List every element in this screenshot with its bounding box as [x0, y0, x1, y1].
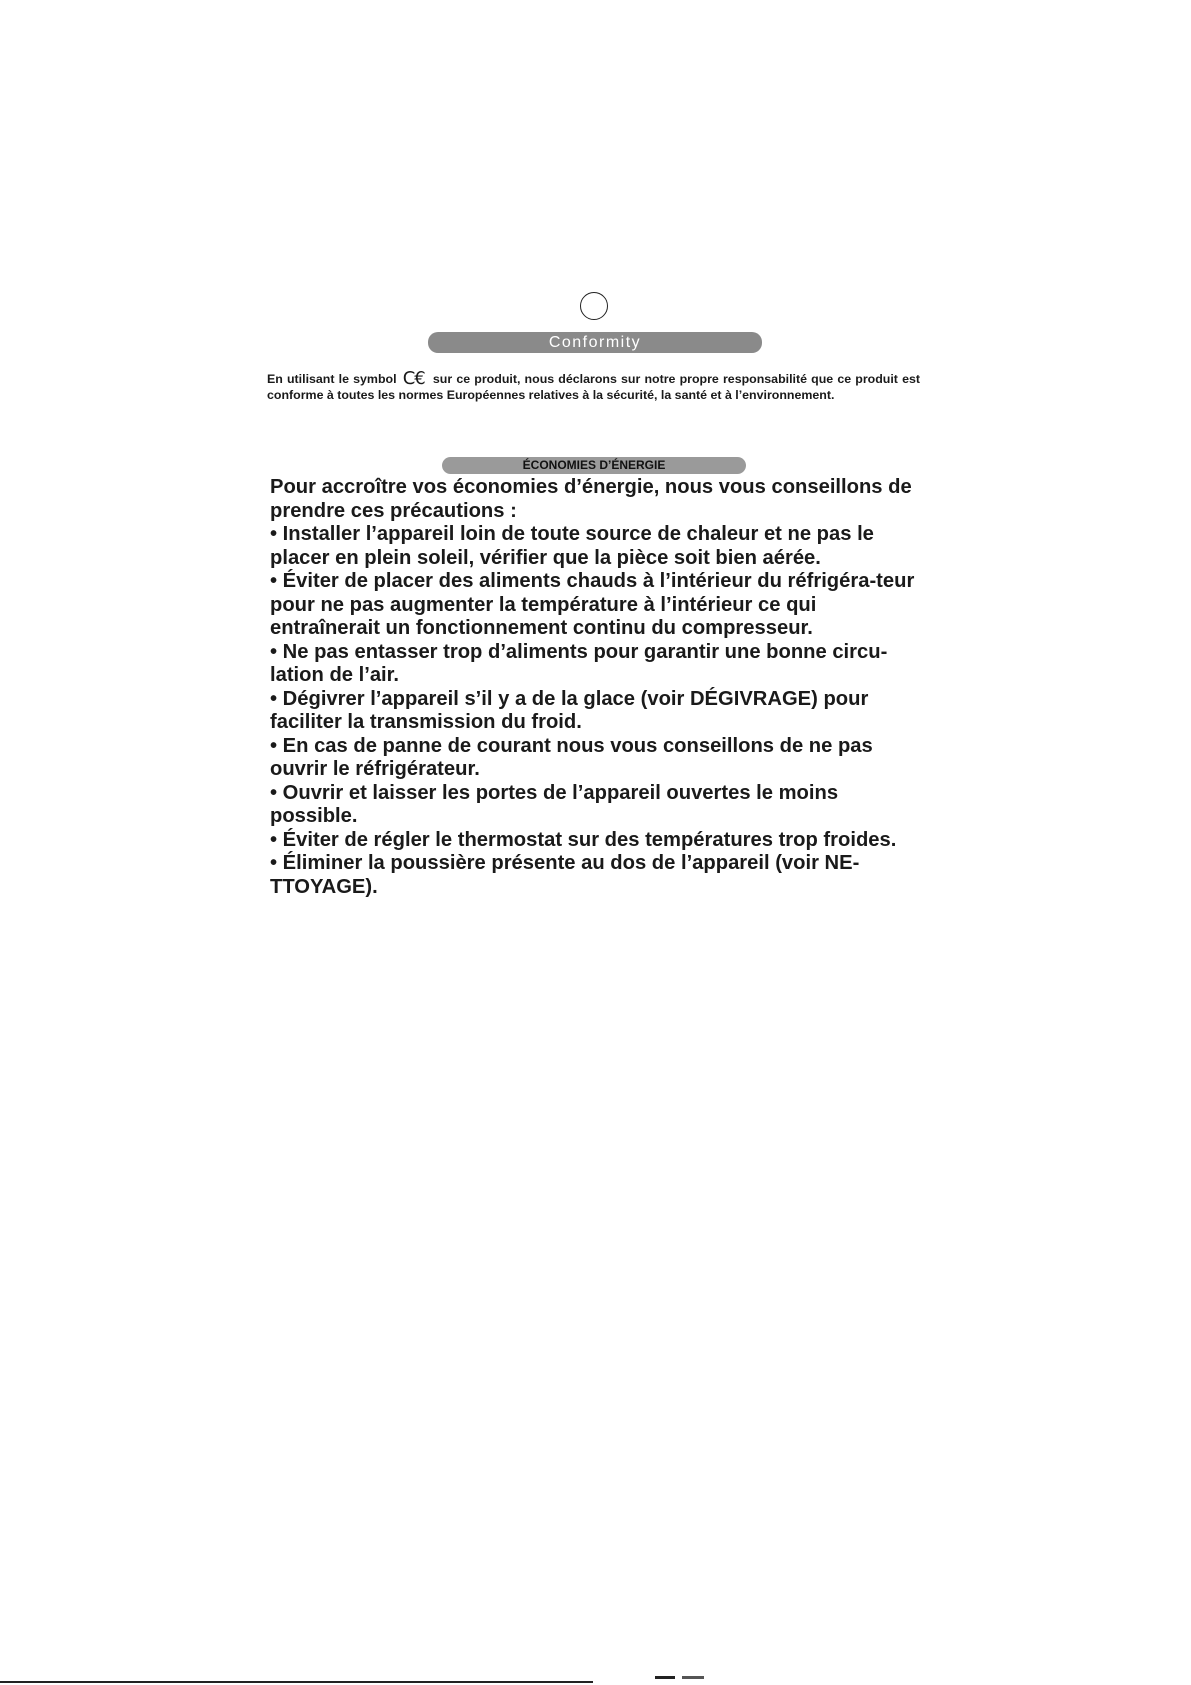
energy-tip: • Ne pas entasser trop d’aliments pour garantir une bonne circu-lation de l’air. — [270, 640, 888, 686]
energy-tip: • En cas de panne de courant nous vous conseillons de ne pas ouvrir le réfrigérateur. — [270, 734, 873, 780]
conformity-banner-title: Conformity — [548, 334, 642, 351]
energy-tips-block — [270, 476, 930, 899]
conformity-paragraph — [267, 368, 921, 403]
energy-tip: • Éviter de placer des aliments chauds à l’intérieur du réfrigéra-teur pour ne pas augmenter la température à l’intérieur ce qui entraînerait un fonctionnement continu du compresseur. — [270, 570, 915, 639]
energy-tip: • Installer l’appareil loin de toute source de chaleur et ne pas le placer en plein soleil, vérifier que la pièce soit bien aérée. — [270, 523, 874, 569]
conformity-text-before: En utilisant le symbol — [267, 372, 397, 386]
energy-tip: • Dégivrer l’appareil s’il y a de la glace (voir DÉGIVRAGE) pour faciliter la transmission du froid. — [270, 687, 869, 733]
energy-banner-title: ÉCONOMIES D’ÉNERGIE — [522, 458, 666, 472]
energy-tip: • Éviter de régler le thermostat sur des températures trop froides. — [270, 828, 897, 851]
page-marker-circle — [580, 292, 608, 320]
energy-tip: • Éliminer la poussière présente au dos de l’appareil (voir NE-TTOYAGE). — [270, 852, 860, 898]
conformity-banner — [428, 332, 762, 353]
footer-mark — [682, 1676, 704, 1679]
footer-rule — [0, 1681, 593, 1683]
energy-intro: Pour accroître vos économies d’énergie, nous vous conseillons de prendre ces précautions : — [270, 476, 912, 522]
footer-mark — [655, 1676, 675, 1679]
ce-mark-icon: C€ — [402, 368, 425, 389]
energy-tip: • Ouvrir et laisser les portes de l’appareil ouvertes le moins possible. — [270, 781, 839, 827]
energy-banner — [442, 457, 746, 474]
conformity-text-after: sur ce produit, nous déclarons sur notre propre responsabilité que ce produit est conforme à toutes les normes Européennes relatives à la sécurité, la santé et à l’environnement. — [267, 372, 921, 402]
